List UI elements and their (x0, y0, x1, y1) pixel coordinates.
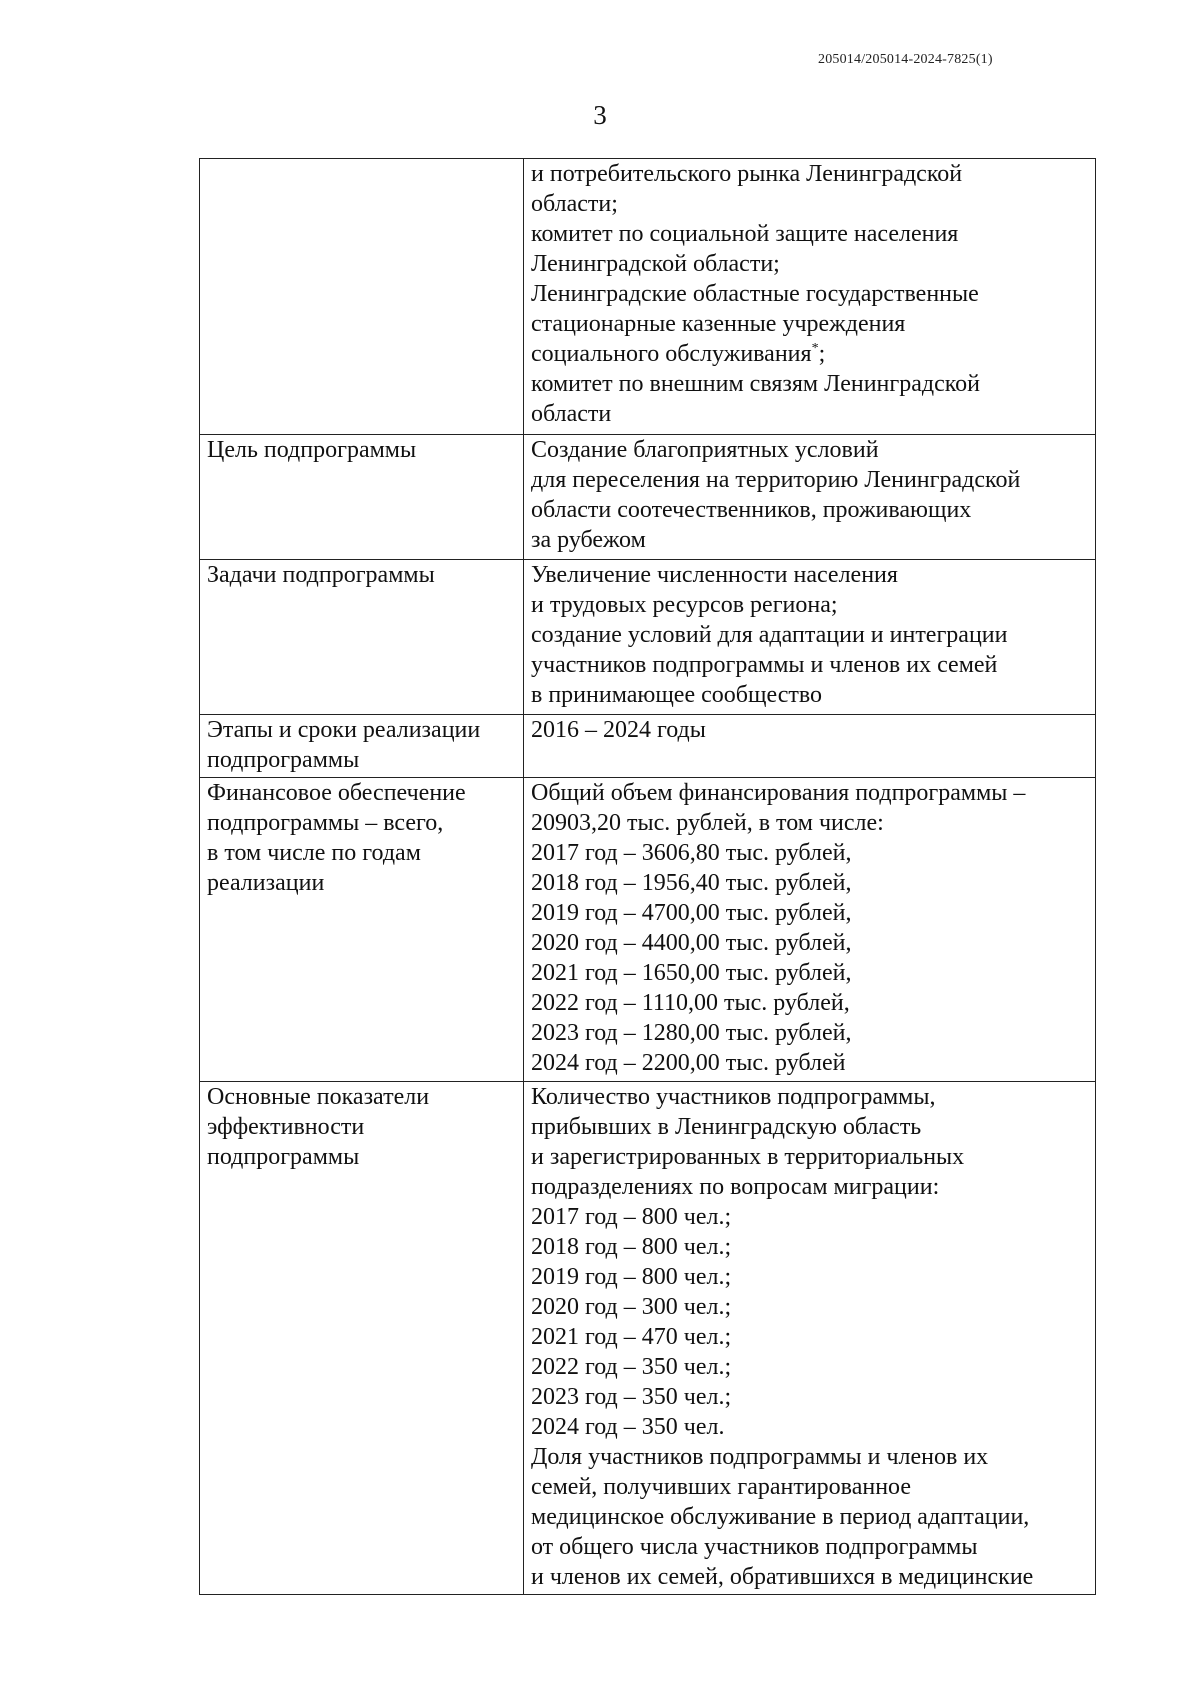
row-value-cell (524, 715, 1096, 778)
value-line: 2022 год – 1110,00 тыс. рублей, (531, 990, 850, 1016)
value-line: Доля участников подпрограммы и членов их (531, 1444, 989, 1470)
row-label: подпрограммы (207, 747, 360, 773)
row-label: подпрограммы (207, 1144, 360, 1170)
value-line: Ленинградской области; (531, 251, 780, 277)
value-line: Ленинградские областные государственные (531, 281, 979, 307)
value-line: и потребительского рынка Ленинградской (531, 161, 963, 187)
row-label: эффективности (207, 1114, 365, 1140)
table-row-stages (200, 715, 1096, 778)
table-row-goal (200, 435, 1096, 560)
value-line: стационарные казенные учреждения (531, 311, 906, 337)
table-row-participants (200, 159, 1096, 435)
value-line: и членов их семей, обратившихся в медицинские (531, 1564, 1034, 1590)
row-label: Задачи подпрограммы (207, 562, 435, 588)
row-label: Цель подпрограммы (207, 437, 417, 463)
value-line: Создание благоприятных условий (531, 437, 879, 463)
table-row-tasks (200, 560, 1096, 715)
value-line: создание условий для адаптации и интеграции (531, 622, 1008, 648)
subprogram-passport-table (199, 158, 1096, 1595)
value-line: области соотечественников, проживающих (531, 497, 972, 523)
row-label: в том числе по годам (207, 840, 421, 866)
row-label-cell (200, 715, 524, 778)
value-line: семей, получивших гарантированное (531, 1474, 911, 1500)
value-line: 2024 год – 2200,00 тыс. рублей (531, 1050, 846, 1076)
row-label-cell (200, 778, 524, 1082)
value-line: 2021 год – 470 чел.; (531, 1324, 732, 1350)
row-label-cell (200, 435, 524, 560)
value-line: участников подпрограммы и членов их семей (531, 652, 998, 678)
value-line: Общий объем финансирования подпрограммы – (531, 780, 1026, 806)
value-line: 2022 год – 350 чел.; (531, 1354, 732, 1380)
value-line: 2017 год – 800 чел.; (531, 1204, 732, 1230)
value-line: Количество участников подпрограммы, (531, 1084, 936, 1110)
value-line: 2020 год – 4400,00 тыс. рублей, (531, 930, 852, 956)
value-line: 2023 год – 1280,00 тыс. рублей, (531, 1020, 852, 1046)
value-line (531, 339, 1089, 369)
value-line: 2024 год – 350 чел. (531, 1414, 725, 1440)
value-line: 2018 год – 1956,40 тыс. рублей, (531, 870, 852, 896)
value-punctuation: ; (818, 341, 826, 367)
value-line: прибывших в Ленинградскую область (531, 1114, 922, 1140)
value-line: в принимающее сообщество (531, 682, 822, 708)
row-value-cell (524, 778, 1096, 1082)
value-line: 2017 год – 3606,80 тыс. рублей, (531, 840, 852, 866)
value-line: комитет по социальной защите населения (531, 221, 959, 247)
row-label: Этапы и сроки реализации (207, 717, 481, 743)
row-label: Основные показатели (207, 1084, 430, 1110)
table-row-indicators (200, 1082, 1096, 1595)
row-label: Финансовое обеспечение (207, 780, 466, 806)
value-line: подразделениях по вопросам миграции: (531, 1174, 940, 1200)
row-label-cell (200, 560, 524, 715)
value-line: 20903,20 тыс. рублей, в том числе: (531, 810, 884, 836)
row-value-cell (524, 159, 1096, 435)
page-number: 3 (593, 100, 607, 130)
value-line: области (531, 401, 612, 427)
value-line: комитет по внешним связям Ленинградской (531, 371, 981, 397)
row-label-cell (200, 1082, 524, 1595)
footnote-mark: * (811, 341, 819, 356)
value-line: 2019 год – 800 чел.; (531, 1264, 732, 1290)
value-line: Увеличение численности населения (531, 562, 898, 588)
value-line: области; (531, 191, 618, 217)
value-line: и зарегистрированных в территориальных (531, 1144, 965, 1170)
value-line: медицинское обслуживание в период адаптации, (531, 1504, 1030, 1530)
document-id: 205014/205014-2024-7825(1) (818, 52, 993, 67)
value-line: 2019 год – 4700,00 тыс. рублей, (531, 900, 852, 926)
value-line: 2016 – 2024 годы (531, 717, 706, 743)
value-line: 2023 год – 350 чел.; (531, 1384, 732, 1410)
row-value-cell (524, 1082, 1096, 1595)
row-label: реализации (207, 870, 325, 896)
value-line: 2021 год – 1650,00 тыс. рублей, (531, 960, 852, 986)
table-row-funding (200, 778, 1096, 1082)
value-line: 2020 год – 300 чел.; (531, 1294, 732, 1320)
value-text: социального обслуживания (531, 341, 812, 367)
value-line: и трудовых ресурсов региона; (531, 592, 838, 618)
value-line: от общего числа участников подпрограммы (531, 1534, 978, 1560)
row-label: подпрограммы – всего, (207, 810, 444, 836)
row-value-cell (524, 560, 1096, 715)
value-line: 2018 год – 800 чел.; (531, 1234, 732, 1260)
row-value-cell (524, 435, 1096, 560)
value-line: за рубежом (531, 527, 646, 553)
row-label-cell (200, 159, 524, 435)
value-line: для переселения на территорию Ленинградской (531, 467, 1021, 493)
